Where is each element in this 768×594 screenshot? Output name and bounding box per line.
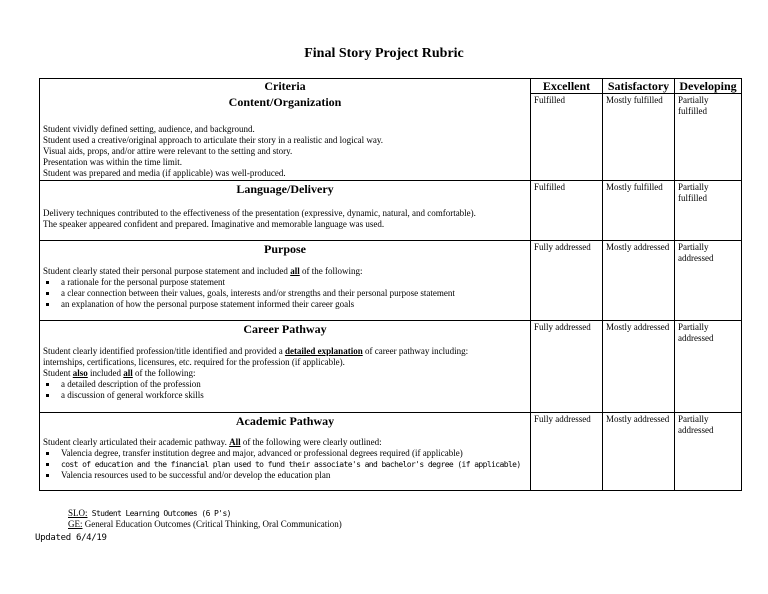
header-criteria: Criteria <box>40 79 531 94</box>
criteria-cell <box>40 240 531 320</box>
criteria-also <box>43 368 527 379</box>
intro-text: of the following: <box>132 367 196 378</box>
table-row <box>40 412 742 490</box>
table-row <box>40 180 742 240</box>
list-item: a rationale for the personal purpose statement <box>61 277 527 288</box>
emphasis-all: all <box>290 265 300 276</box>
list-item: a discussion of general workforce skills <box>61 390 527 401</box>
table-row <box>40 320 742 412</box>
emphasis-all: All <box>229 436 241 447</box>
grade-satisfactory: Mostly fulfilled <box>603 94 675 181</box>
slo-text: Student Learning Outcomes (6 P's) <box>87 509 231 518</box>
grade-excellent: Fulfilled <box>531 94 603 181</box>
header-developing: Developing <box>675 79 742 94</box>
grade-excellent: Fully addressed <box>531 240 603 320</box>
header-excellent: Excellent <box>531 79 603 94</box>
rubric-table <box>39 78 742 491</box>
criteria-cell <box>40 94 531 181</box>
intro-text: of the following were clearly outlined: <box>240 436 382 447</box>
criteria-cell <box>40 180 531 240</box>
updated-date: Updated 6/4/19 <box>35 533 107 543</box>
intro-text: Student clearly identified profession/title identified and provided a <box>43 345 285 356</box>
intro-text: Student clearly articulated their academic pathway. <box>43 436 230 447</box>
list-item: a clear connection between their values, goals, interests and/or strengths and their personal purpose statement <box>61 288 527 299</box>
section-title: Content/Organization <box>228 94 342 109</box>
criteria-line: Presentation was within the time limit. <box>43 156 182 167</box>
emphasis-detailed: detailed explanation <box>284 345 363 356</box>
intro-text: Student clearly stated their personal purpose statement and included <box>43 265 291 276</box>
ge-text: General Education Outcomes (Critical Thinking, Oral Communication) <box>82 519 342 529</box>
list-item: a detailed description of the profession <box>61 379 527 390</box>
intro-text: of career pathway including: <box>362 345 469 356</box>
criteria-line: Student used a creative/original approach to articulate their story in a realistic and logical way. <box>43 134 384 145</box>
grade-satisfactory: Mostly fulfilled <box>603 180 675 240</box>
ge-label: GE: <box>68 519 83 529</box>
bullet-list <box>43 277 527 310</box>
criteria-line: Delivery techniques contributed to the effectiveness of the presentation (expressive, dynamic, natural, and comfortable). <box>43 207 476 218</box>
table-row <box>40 240 742 320</box>
page-title: Final Story Project Rubric <box>304 46 464 61</box>
criteria-line: The speaker appeared confident and prepared. Imaginative and memorable language was used. <box>43 218 385 229</box>
slo-label: SLO: <box>68 508 88 518</box>
criteria-intro <box>43 266 527 277</box>
section-title: Language/Delivery <box>236 181 334 196</box>
criteria-intro <box>43 437 527 448</box>
criteria-line: internships, certifications, licensures, etc. required for the profession (if applicable). <box>43 356 345 367</box>
grade-satisfactory: Mostly addressed <box>603 240 675 320</box>
criteria-intro <box>43 346 527 357</box>
list-item: Valencia resources used to be successful and/or develop the education plan <box>61 470 527 481</box>
criteria-line: Student vividly defined setting, audience, and background. <box>43 123 255 134</box>
section-title: Career Pathway <box>243 321 327 336</box>
grade-excellent: Fulfilled <box>531 180 603 240</box>
footer-notes <box>68 508 342 530</box>
criteria-cell <box>40 412 531 490</box>
criteria-line: Visual aids, props, and/or attire were relevant to the setting and story. <box>43 145 293 156</box>
section-title: Purpose <box>264 241 306 256</box>
grade-developing: Partially addressed <box>675 240 742 320</box>
grade-satisfactory: Mostly addressed <box>603 412 675 490</box>
intro-text: of the following: <box>299 265 363 276</box>
criteria-line: Student was prepared and media (if applicable) was well-produced. <box>43 167 286 178</box>
emphasis-also: also <box>72 367 88 378</box>
list-item: an explanation of how the personal purpose statement informed their career goals <box>61 299 527 310</box>
intro-text: included <box>87 367 124 378</box>
grade-satisfactory: Mostly addressed <box>603 320 675 412</box>
ge-note <box>68 519 342 530</box>
intro-text: Student <box>43 367 73 378</box>
section-title: Academic Pathway <box>235 413 335 428</box>
grade-developing: Partially addressed <box>675 320 742 412</box>
grade-developing: Partially addressed <box>675 412 742 490</box>
grade-developing: Partially fulfilled <box>675 180 742 240</box>
grade-developing: Partially fulfilled <box>675 94 742 181</box>
list-item: Valencia degree, transfer institution degree and major, advanced or professional degrees required (if applicable) <box>61 448 527 459</box>
list-item: cost of education and the financial plan used to fund their associate's and bachelor's degree (if applicable) <box>61 459 527 470</box>
grade-excellent: Fully addressed <box>531 320 603 412</box>
table-row <box>40 94 742 181</box>
criteria-cell <box>40 320 531 412</box>
header-satisfactory: Satisfactory <box>603 79 675 94</box>
bullet-list <box>43 448 527 481</box>
slo-note <box>68 508 342 519</box>
emphasis-all: all <box>123 367 133 378</box>
grade-excellent: Fully addressed <box>531 412 603 490</box>
bullet-list <box>43 379 527 401</box>
header-row <box>40 79 742 94</box>
